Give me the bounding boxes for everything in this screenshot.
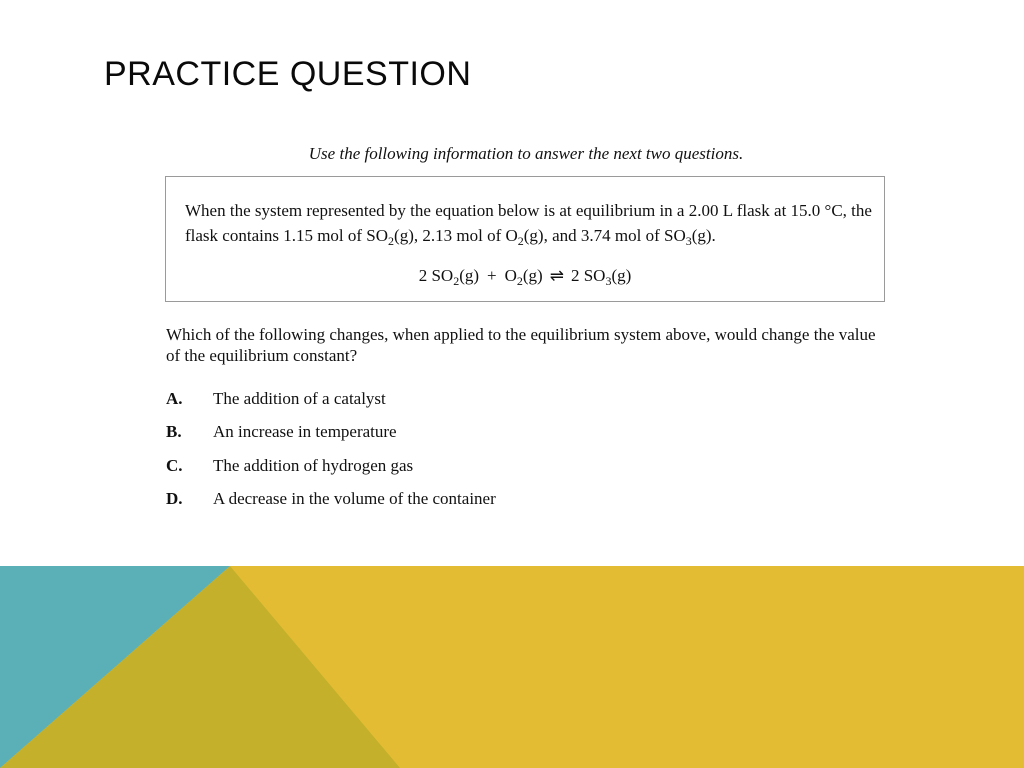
option-text: An increase in temperature bbox=[213, 422, 397, 442]
plus-sign: + bbox=[487, 266, 497, 285]
option-letter: C. bbox=[166, 455, 183, 475]
info-text: When the system represented by the equation below is at equilibrium in a 2.00 L flask at 15.0 °C, the flask contains 1.15 mol of $SO_2(g)$, 2.13 mol of $O_2(g)$, and 3.74 mol of $SO_3(g)$. bbox=[185, 201, 872, 248]
option-letter: A. bbox=[166, 389, 183, 408]
option-d[interactable] bbox=[166, 487, 866, 520]
equilibrium-arrow-icon: ⇌ bbox=[549, 266, 564, 285]
option-b[interactable] bbox=[166, 420, 866, 453]
question-text: Which of the following changes, when applied to the equilibrium system above, would change the value of the equilibrium constant? bbox=[166, 325, 876, 365]
option-text: A decrease in the volume of the container bbox=[213, 488, 496, 508]
option-letter: D. bbox=[166, 488, 183, 508]
option-c[interactable] bbox=[166, 454, 866, 487]
option-text: The addition of a catalyst bbox=[213, 389, 386, 408]
option-letter: B. bbox=[166, 422, 182, 442]
decorative-footer-band bbox=[0, 566, 1024, 768]
chemical-equation: 2 $SO_2(g) + O_2(g)$ ⇌ 2 $SO_3(g)$ bbox=[418, 266, 632, 288]
intro-text: Use the following information to answer the next two questions. bbox=[308, 144, 744, 163]
info-box bbox=[165, 176, 885, 302]
option-a[interactable] bbox=[166, 387, 866, 420]
slide-title: PRACTICE QUESTION bbox=[104, 55, 472, 93]
answer-options bbox=[166, 387, 866, 520]
option-text: The addition of hydrogen gas bbox=[213, 455, 414, 475]
